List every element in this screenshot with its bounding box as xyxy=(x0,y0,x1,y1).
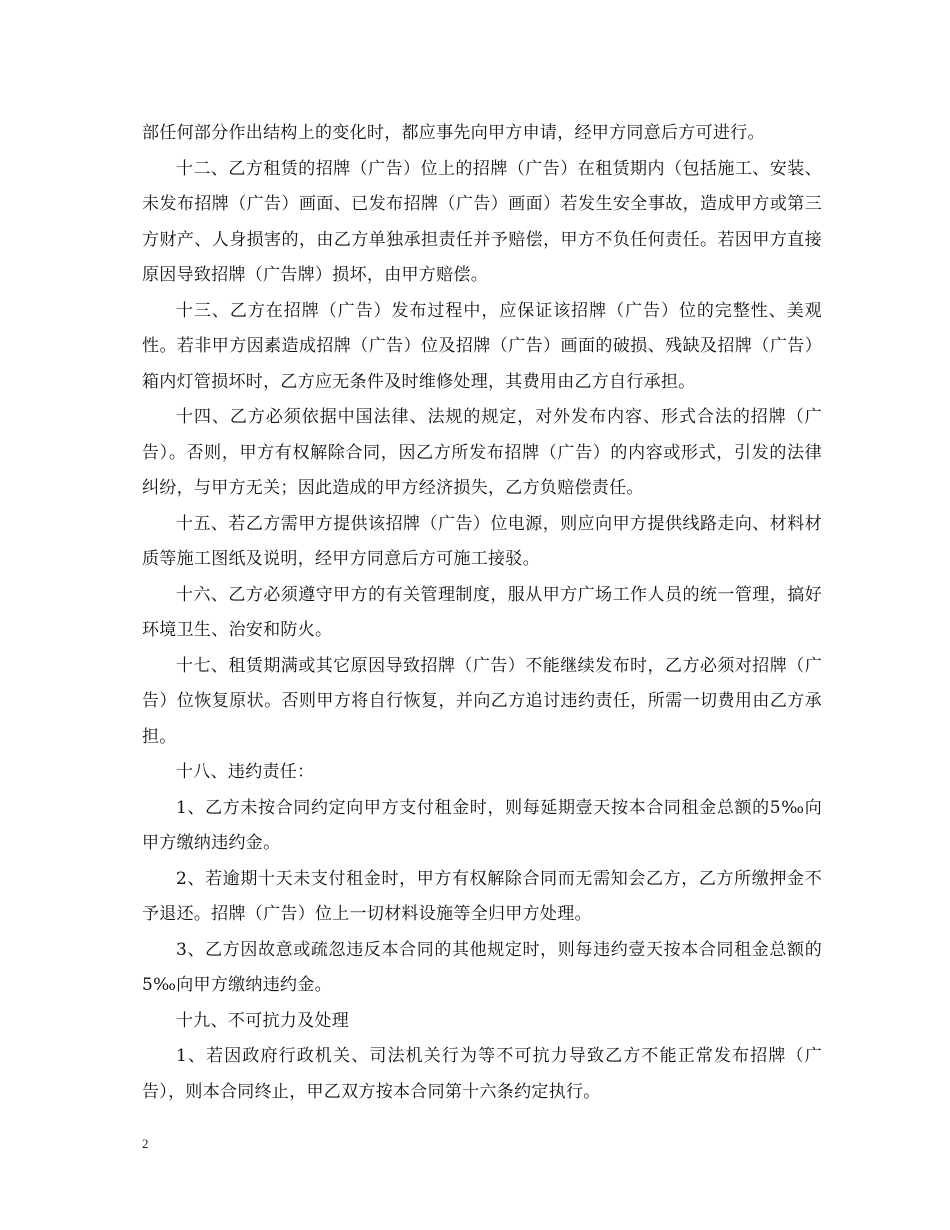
clause-18-item-1: 1、乙方未按合同约定向甲方支付租金时，则每延期壹天按本合同租金总额的5‰向甲方缴纳违约金。 xyxy=(142,797,822,853)
clause-15: 十五、若乙方需甲方提供该招牌（广告）位电源，则应向甲方提供线路走向、材料材质等施工图纸及说明，经甲方同意后方可施工接驳。 xyxy=(142,513,822,569)
clause-17: 十七、租赁期满或其它原因导致招牌（广告）不能继续发布时，乙方必须对招牌（广告）位恢复原状。否则甲方将自行恢复，并向乙方追讨违约责任，所需一切费用由乙方承担。 xyxy=(142,655,822,747)
clause-18-item-2: 2、若逾期十天未支付租金时，甲方有权解除合同而无需知会乙方，乙方所缴押金不予退还。招牌（广告）位上一切材料设施等全归甲方处理。 xyxy=(142,868,822,924)
document-body xyxy=(142,116,822,1110)
paragraph-continuation: 部任何部分作出结构上的变化时，都应事先向甲方申请，经甲方同意后方可进行。 xyxy=(142,123,765,143)
clause-13: 十三、乙方在招牌（广告）发布过程中，应保证该招牌（广告）位的完整性、美观性。若非甲方因素造成招牌（广告）位及招牌（广告）画面的破损、残缺及招牌（广告）箱内灯管损坏时，乙方应无条件及时维修处理，其费用由乙方自行承担。 xyxy=(142,300,822,392)
clause-18-item-3: 3、乙方因故意或疏忽违反本合同的其他规定时，则每违约壹天按本合同租金总额的5‰向甲方缴纳违约金。 xyxy=(142,939,822,995)
page-number: 2 xyxy=(142,1136,149,1151)
clause-19-heading: 十九、不可抗力及处理 xyxy=(176,1010,349,1031)
clause-14: 十四、乙方必须依据中国法律、法规的规定，对外发布内容、形式合法的招牌（广告）。否则，甲方有权解除合同，因乙方所发布招牌（广告）的内容或形式，引发的法律纠纷，与甲方无关；因此造成的甲方经济损失，乙方负赔偿责任。 xyxy=(142,407,822,498)
clause-19-item-1: 1、若因政府行政机关、司法机关行为等不可抗力导致乙方不能正常发布招牌（广告），则本合同终止，甲乙双方按本合同第十六条约定执行。 xyxy=(142,1046,822,1102)
clause-18-heading: 十八、违约责任： xyxy=(176,762,315,782)
clause-12: 十二、乙方租赁的招牌（广告）位上的招牌（广告）在租赁期内（包括施工、安装、未发布招牌（广告）画面、已发布招牌（广告）画面）若发生安全事故，造成甲方或第三方财产、人身损害的，由乙方单独承担责任并予赔偿，甲方不负任何责任。若因甲方直接原因导致招牌（广告牌）损坏，由甲方赔偿。 xyxy=(142,158,822,285)
clause-16: 十六、乙方必须遵守甲方的有关管理制度，服从甲方广场工作人员的统一管理，搞好环境卫生、治安和防火。 xyxy=(142,584,822,640)
